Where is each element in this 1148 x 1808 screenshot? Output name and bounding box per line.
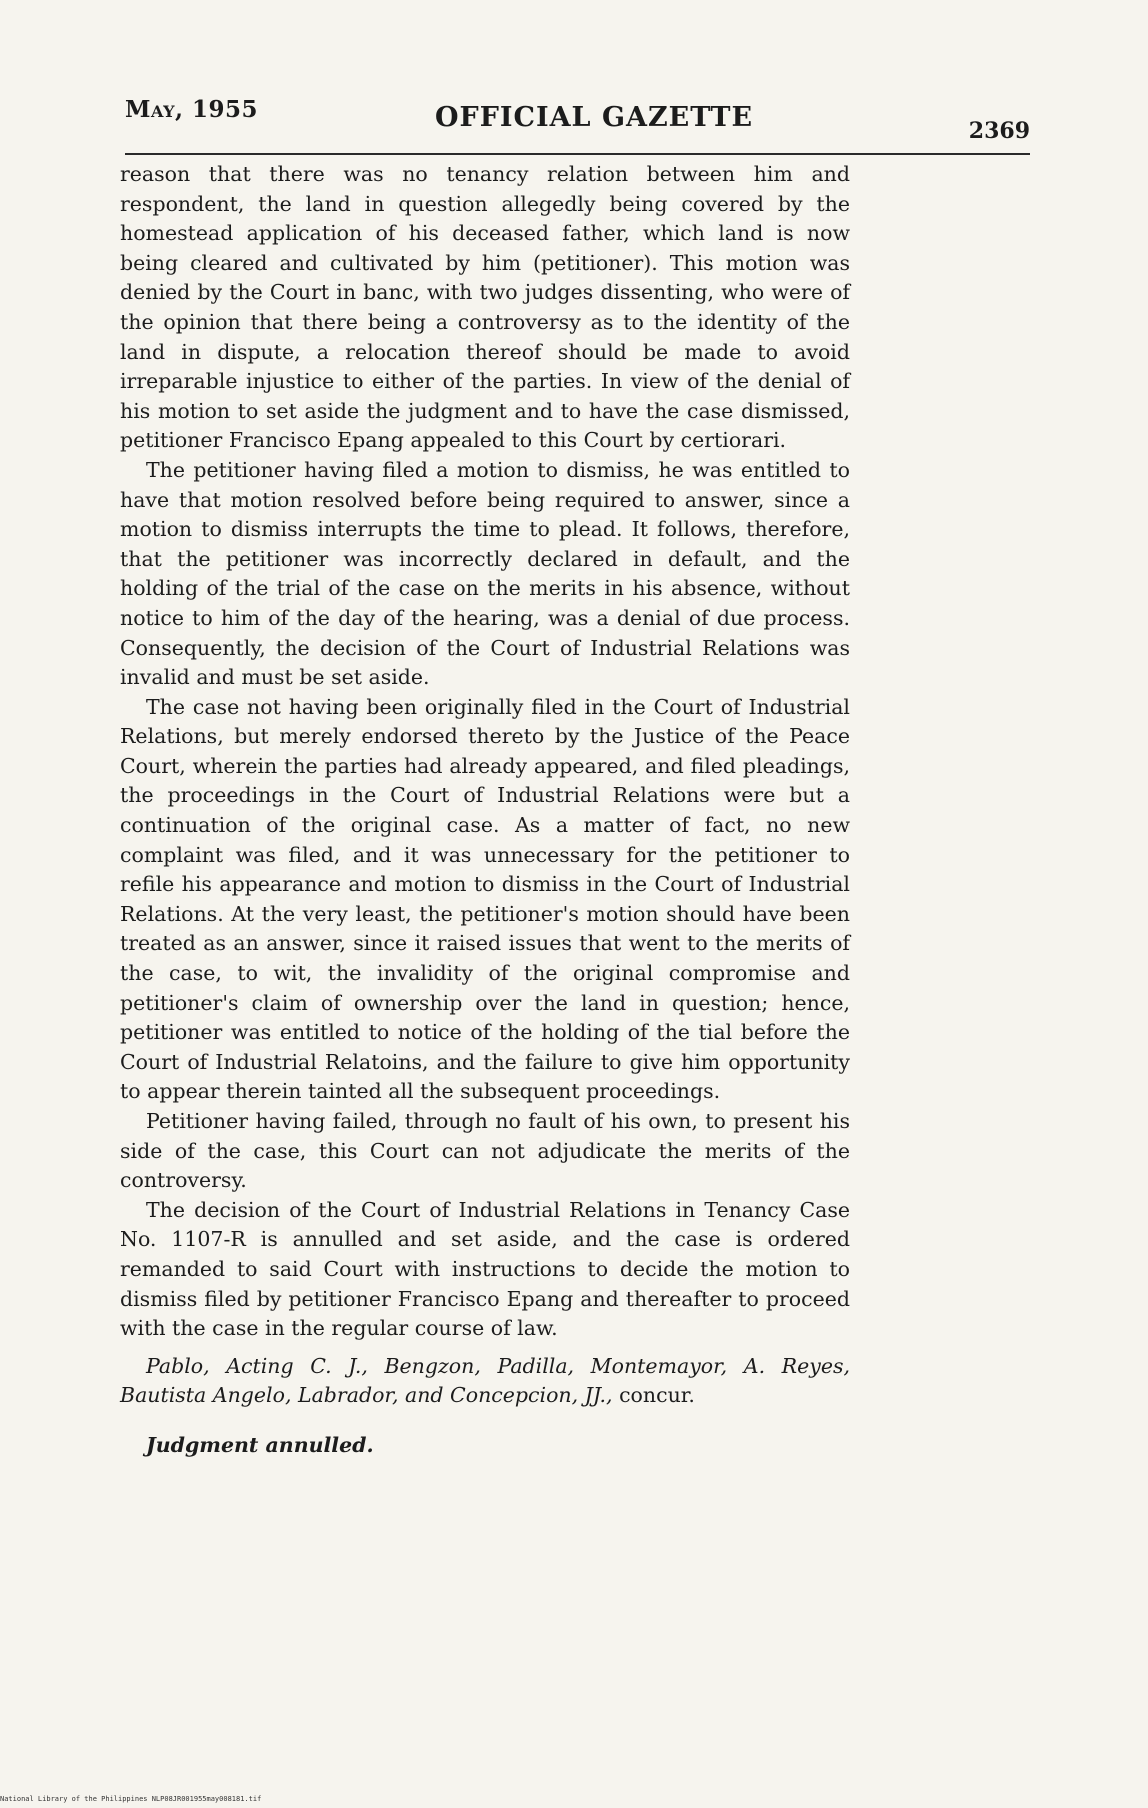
concurring-justices: Pablo, Acting C. J., Bengzon, Padilla, Montemayor, A. Reyes, Bautista Angelo, Labrador, and Concepcion, JJ., <box>120 1353 850 1408</box>
concurrence <box>120 1352 850 1411</box>
disposition: Judgment annulled. <box>146 1432 374 1457</box>
body-text <box>120 160 850 1461</box>
concur-verb: concur. <box>619 1383 695 1408</box>
paragraph: The decision of the Court of Industrial Relations in Tenancy Case No. 1107-R is annulled and set aside, and the case is ordered remanded to said Court with instructions to decide the motion to dismiss filed by petitioner Francisco Epang and thereafter to proceed with the case in the regular course of law. <box>120 1197 850 1341</box>
paragraph: The petitioner having filed a motion to dismiss, he was entitled to have that motion resolved before being required to answer, since a motion to dismiss interrupts the time to plead. It follows, therefore, that the petitioner was incorrectly declared in default, and the holding of the trial of the case on the merits in his absence, without notice to him of the day of the hearing, was a denial of due process. Consequently, the decision of the Court of Industrial Relations was invalid and must be set aside. <box>120 457 850 690</box>
scan-footer: National Library of the Philippines NLP08JR001955may008181.tif <box>0 1795 262 1803</box>
page-number: 2369 <box>968 118 1030 144</box>
paragraph-continuation: reason that there was no tenancy relation between him and respondent, the land in question allegedly being covered by the homestead application of his deceased father, which land is now being cleared and cultivated by him (petitioner). This motion was denied by the Court in banc, with two judges dissenting, who were of the opinion that there being a controversy as to the identity of the land in dispute, a relocation thereof should be made to avoid irreparable injustice to either of the parties. In view of the denial of his motion to set aside the judgment and to have the case dismissed, petitioner Francisco Epang appealed to this Court by certiorari. <box>120 162 850 453</box>
page-header <box>125 92 1030 142</box>
paragraph: The case not having been originally filed in the Court of Industrial Relations, but merely endorsed thereto by the Justice of the Peace Court, wherein the parties had already appeared, and filed pleadings, the proceedings in the Court of Industrial Relations were but a continuation of the original case. As a matter of fact, no new complaint was filed, and it was unnecessary for the petitioner to refile his appearance and motion to dismiss in the Court of Industrial Relations. At the very least, the petitioner's motion should have been treated as an answer, since it raised issues that went to the merits of the case, to wit, the invalidity of the original compromise and petitioner's claim of ownership over the land in question; hence, petitioner was entitled to notice of the holding of the tial before the Court of Industrial Relatoins, and the failure to give him opportunity to appear therein tainted all the subsequent proceedings. <box>120 694 850 1104</box>
header-date: May, 1955 <box>125 96 259 123</box>
paragraph: Petitioner having failed, through no fault of his own, to present his side of the case, this Court can not adjudicate the merits of the controversy. <box>120 1109 850 1193</box>
header-title: OFFICIAL GAZETTE <box>435 102 754 133</box>
header-rule <box>125 153 1030 155</box>
